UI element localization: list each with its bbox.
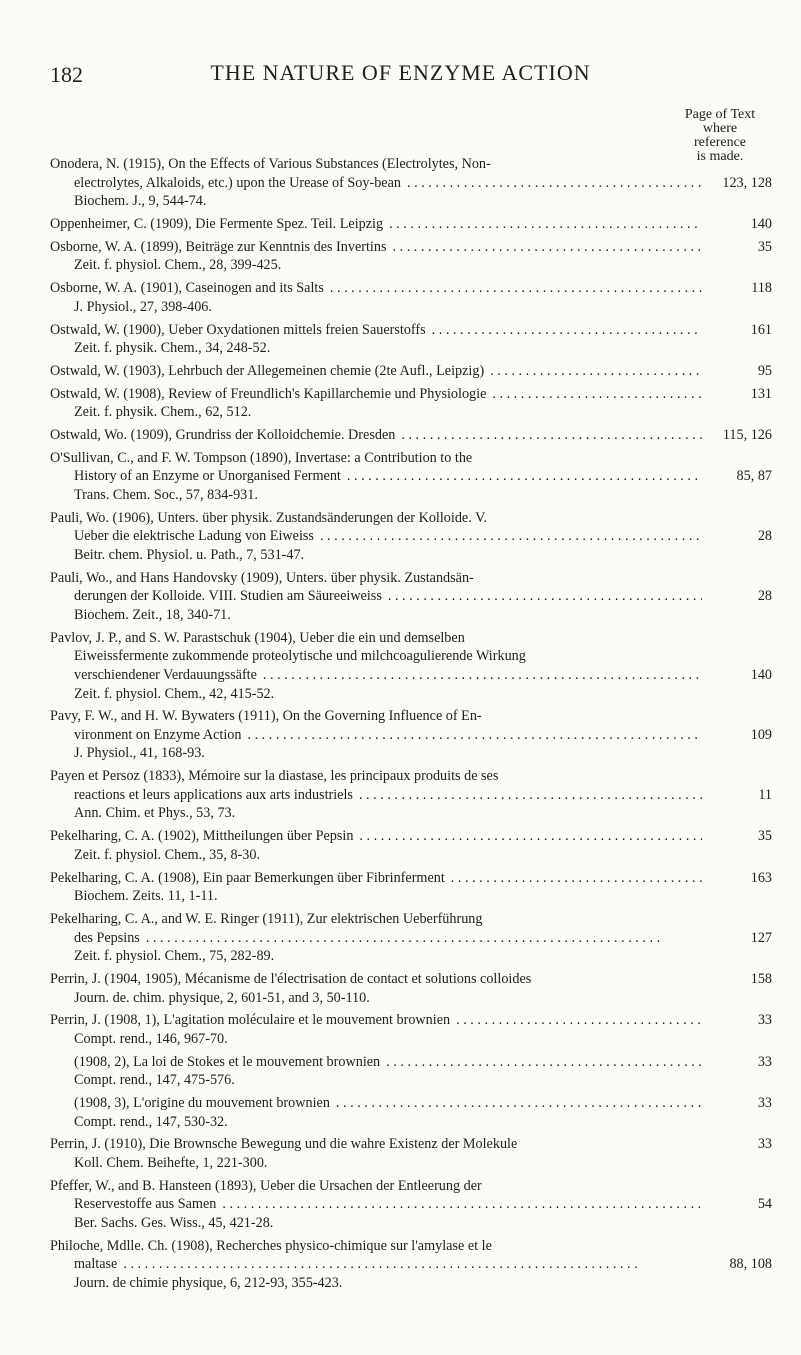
entry-heading-line	[50, 215, 772, 234]
leader-dots	[146, 929, 702, 948]
entry-source: Zeit. f. physik. Chem., 34, 248-52.	[74, 340, 271, 357]
entry-text: verschiendener Verdauungssäfte	[74, 666, 257, 683]
bibliography-entry	[50, 509, 772, 565]
column-note-line: where	[702, 121, 738, 136]
page-reference: 109	[750, 726, 772, 743]
leader-dots	[222, 1195, 702, 1214]
entry-text: Pauli, Wo., and Hans Handovsky (1909), Unters. über physik. Zustandsän-	[50, 569, 474, 586]
leader-dots	[401, 426, 702, 445]
entry-text: Eiweissfermente zukommende proteolytische und milchcoagulierende Wirkung	[74, 648, 526, 665]
entry-text: History of an Enzyme or Unorganised Ferment	[74, 468, 341, 485]
bibliography-entry	[50, 1237, 772, 1293]
entry-source: J. Physiol., 27, 398-406.	[74, 298, 212, 315]
entry-text: maltase	[74, 1256, 118, 1273]
entry-heading-line	[50, 629, 772, 648]
leader-dots	[359, 827, 702, 846]
column-note-line: is made.	[696, 149, 744, 164]
entry-text: Philoche, Mdlle. Ch. (1908), Recherches physico-chimique sur l'amylase et le	[50, 1237, 492, 1254]
bibliography-entry	[50, 155, 772, 211]
entry-source: Zeit. f. physiol. Chem., 75, 282-89.	[74, 948, 275, 965]
page-reference: 33	[757, 1095, 772, 1112]
entry-heading-line	[50, 569, 772, 588]
entry-source: Compt. rend., 146, 967-70.	[74, 1030, 228, 1047]
entry-heading-line	[50, 279, 772, 298]
entry-text: Pekelharing, C. A. (1902), Mittheilungen über Pepsin	[50, 828, 354, 845]
bibliography-list	[50, 155, 772, 1297]
bibliography-entry	[50, 362, 772, 381]
entry-heading-line	[50, 1011, 772, 1030]
page-reference: 131	[750, 385, 772, 402]
leader-dots	[336, 1094, 702, 1113]
entry-source: Beitr. chem. Physiol. u. Path., 7, 531-47.	[74, 546, 305, 563]
bibliography-entry	[50, 707, 772, 763]
page-reference: 28	[757, 588, 772, 605]
entry-source: Biochem. J., 9, 544-74.	[74, 193, 207, 210]
entry-heading-line	[50, 1177, 772, 1196]
page-reference: 35	[757, 238, 772, 255]
entry-heading-line	[50, 509, 772, 528]
bibliography-entry	[50, 827, 772, 864]
page-reference: 163	[750, 869, 772, 886]
entry-text: Perrin, J. (1908, 1), L'agitation moléculaire et le mouvement brownien	[50, 1012, 451, 1029]
entry-text: Onodera, N. (1915), On the Effects of Various Substances (Electrolytes, Non-	[50, 156, 491, 172]
entry-heading-line	[50, 767, 772, 786]
page-reference: 28	[757, 528, 772, 545]
entry-text: Ostwald, W. (1908), Review of Freundlich's Kapillarchemie und Physiologie	[50, 385, 487, 402]
entry-source: Biochem. Zeit., 18, 340-71.	[74, 606, 231, 623]
page-reference: 88, 108	[729, 1256, 772, 1273]
entry-continuation-line	[50, 929, 772, 948]
entry-continuation-line	[50, 467, 772, 486]
page-reference: 33	[757, 1053, 772, 1070]
bibliography-entry	[50, 869, 772, 906]
entry-heading-line	[50, 385, 772, 404]
leader-dots	[386, 1053, 702, 1072]
entry-continuation-line	[50, 1255, 772, 1274]
entry-source: Ann. Chim. et Phys., 53, 73.	[74, 805, 236, 822]
leader-dots	[393, 238, 703, 257]
page-reference: 161	[750, 321, 772, 338]
entry-source: Journ. de chimie physique, 6, 212-93, 355-423.	[74, 1274, 343, 1291]
leader-dots	[389, 215, 702, 234]
entry-text: vironment on Enzyme Action	[74, 726, 242, 743]
entry-heading-line	[50, 1135, 772, 1154]
bibliography-entry	[50, 767, 772, 823]
entry-text: (1908, 2), La loi de Stokes et le mouvement brownien	[74, 1053, 381, 1070]
entry-heading-line	[50, 1053, 772, 1072]
entry-text: Ostwald, W. (1900), Ueber Oxydationen mittels freien Sauerstoffs	[50, 321, 426, 338]
entry-continuation-line	[50, 587, 772, 606]
bibliography-entry	[50, 449, 772, 505]
bibliography-entry	[50, 279, 772, 316]
entry-continuation-line	[50, 647, 772, 666]
entry-source: Zeit. f. physiol. Chem., 35, 8-30.	[74, 846, 260, 863]
entry-text: Oppenheimer, C. (1909), Die Fermente Spez. Teil. Leipzig	[50, 215, 384, 232]
leader-dots	[123, 1255, 702, 1274]
leader-dots	[359, 786, 702, 805]
leader-dots	[490, 362, 702, 381]
entry-continuation-line	[50, 726, 772, 745]
entry-source: Biochem. Zeits. 11, 1-11.	[74, 888, 218, 905]
entry-text: des Pepsins	[74, 929, 140, 946]
entry-heading-line	[50, 707, 772, 726]
entry-text: Pauli, Wo. (1906), Unters. über physik. Zustandsänderungen der Kolloide. V.	[50, 509, 488, 526]
entry-text: Osborne, W. A. (1901), Caseinogen and its Salts	[50, 280, 324, 297]
entry-text: Pekelharing, C. A., and W. E. Ringer (1911), Zur elektrischen Ueberführung	[50, 910, 483, 927]
page-reference: 54	[757, 1196, 772, 1213]
entry-continuation-line	[50, 786, 772, 805]
entry-heading-line	[50, 970, 772, 989]
entry-text: electrolytes, Alkaloids, etc.) upon the Urease of Soy-bean	[74, 174, 401, 191]
entry-source: Trans. Chem. Soc., 57, 834-931.	[74, 487, 258, 503]
leader-dots	[451, 869, 702, 888]
bibliography-entry	[50, 1177, 772, 1233]
leader-dots	[320, 527, 702, 546]
bibliography-entry	[50, 910, 772, 966]
entry-source: Compt. rend., 147, 530-32.	[74, 1113, 228, 1130]
entry-heading-line	[50, 238, 772, 257]
entry-heading-line	[50, 869, 772, 888]
entry-source: Compt. rend., 147, 475-576.	[74, 1072, 235, 1089]
page-reference: 85, 87	[736, 468, 772, 485]
bibliography-entry	[50, 1135, 772, 1172]
entry-heading-line	[50, 449, 772, 468]
leader-dots	[388, 587, 702, 606]
leader-dots	[492, 385, 702, 404]
entry-text: Pavlov, J. P., and S. W. Parastschuk (1904), Ueber die ein und demselben	[50, 629, 465, 646]
entry-text: Ostwald, Wo. (1909), Grundriss der Kolloidchemie. Dresden	[50, 427, 396, 444]
entry-continuation-line	[50, 666, 772, 685]
entry-continuation-line	[50, 174, 772, 193]
entry-text: Pekelharing, C. A. (1908), Ein paar Bemerkungen über Fibrinferment	[50, 869, 445, 886]
bibliography-entry	[50, 970, 772, 1007]
entry-heading-line	[50, 827, 772, 846]
entry-heading-line	[50, 155, 772, 174]
leader-dots	[347, 467, 702, 486]
bibliography-entry	[50, 385, 772, 422]
page-reference: 140	[750, 666, 772, 683]
leader-dots	[456, 1011, 702, 1030]
page-reference: 115, 126	[722, 427, 772, 444]
leader-dots	[247, 726, 702, 745]
entry-text: Pavy, F. W., and H. W. Bywaters (1911), On the Governing Influence of En-	[50, 708, 482, 725]
entry-source: Ber. Sachs. Ges. Wiss., 45, 421-28.	[74, 1215, 274, 1231]
page-reference: 33	[757, 1136, 772, 1153]
bibliography-entry	[50, 569, 772, 625]
leader-dots	[330, 279, 702, 298]
leader-dots	[432, 321, 702, 340]
entry-text: Osborne, W. A. (1899), Beiträge zur Kenntnis des Invertins	[50, 238, 387, 255]
bibliography-entry	[50, 321, 772, 358]
entry-source: Journ. de. chim. physique, 2, 601-51, and 3, 50-110.	[74, 989, 370, 1006]
entry-source: Zeit. f. physiol. Chem., 28, 399-425.	[74, 257, 282, 274]
column-note-line: Page of Text	[684, 107, 756, 122]
page-number: 182	[50, 62, 83, 87]
entry-heading-line	[50, 1094, 772, 1113]
bibliography-entry	[50, 1011, 772, 1048]
page-reference: 118	[751, 280, 772, 297]
page-reference: 35	[757, 828, 772, 845]
bibliography-entry	[50, 1094, 772, 1131]
entry-text: Ostwald, W. (1903), Lehrbuch der Allegemeinen chemie (2te Aufl., Leipzig)	[50, 362, 485, 379]
bibliography-entry	[50, 629, 772, 703]
page-reference: 95	[757, 362, 772, 379]
bibliography-entry	[50, 426, 772, 445]
page-reference: 11	[758, 786, 772, 803]
page-reference: 123, 128	[722, 174, 772, 191]
running-title: THE NATURE OF ENZYME ACTION	[210, 60, 591, 85]
entry-heading-line	[50, 362, 772, 381]
page-reference: 33	[757, 1012, 772, 1029]
page-reference: 158	[750, 970, 772, 987]
entry-text: Perrin, J. (1904, 1905), Mécanisme de l'électrisation de contact et solutions colloides	[50, 970, 532, 987]
entry-text: derungen der Kolloide. VIII. Studien am Säureeiweiss	[74, 588, 382, 605]
column-note-line: reference	[693, 135, 747, 150]
entry-continuation-line	[50, 1195, 772, 1214]
entry-text: Payen et Persoz (1833), Mémoire sur la diastase, les principaux produits de ses	[50, 768, 499, 785]
entry-continuation-line	[50, 527, 772, 546]
entry-heading-line	[50, 910, 772, 929]
bibliography-entry	[50, 215, 772, 234]
leader-dots	[263, 666, 702, 685]
entry-text: (1908, 3), L'origine du mouvement brownien	[74, 1095, 330, 1112]
entry-text: Pfeffer, W., and B. Hansteen (1893), Ueber die Ursachen der Entleerung der	[50, 1177, 482, 1194]
page-reference: 140	[750, 215, 772, 232]
entry-heading-line	[50, 321, 772, 340]
entry-text: O'Sullivan, C., and F. W. Tompson (1890), Invertase: a Contribution to the	[50, 449, 473, 466]
bibliography-entry	[50, 1053, 772, 1090]
page-reference: 127	[750, 929, 772, 946]
entry-text: reactions et leurs applications aux arts industriels	[74, 786, 353, 803]
entry-heading-line	[50, 1237, 772, 1256]
entry-heading-line	[50, 426, 772, 445]
entry-text: Reservestoffe aus Samen	[74, 1196, 217, 1213]
entry-source: Zeit. f. physiol. Chem., 42, 415-52.	[74, 685, 275, 702]
entry-text: Ueber die elektrische Ladung von Eiweiss	[74, 528, 314, 545]
bibliography-entry	[50, 238, 772, 275]
entry-source: Zeit. f. physik. Chem., 62, 512.	[74, 404, 252, 421]
entry-source: J. Physiol., 41, 168-93.	[74, 745, 205, 762]
leader-dots	[407, 174, 702, 193]
entry-source: Koll. Chem. Beihefte, 1, 221-300.	[74, 1155, 268, 1172]
entry-text: Perrin, J. (1910), Die Brownsche Bewegung und die wahre Existenz der Molekule	[50, 1136, 518, 1153]
